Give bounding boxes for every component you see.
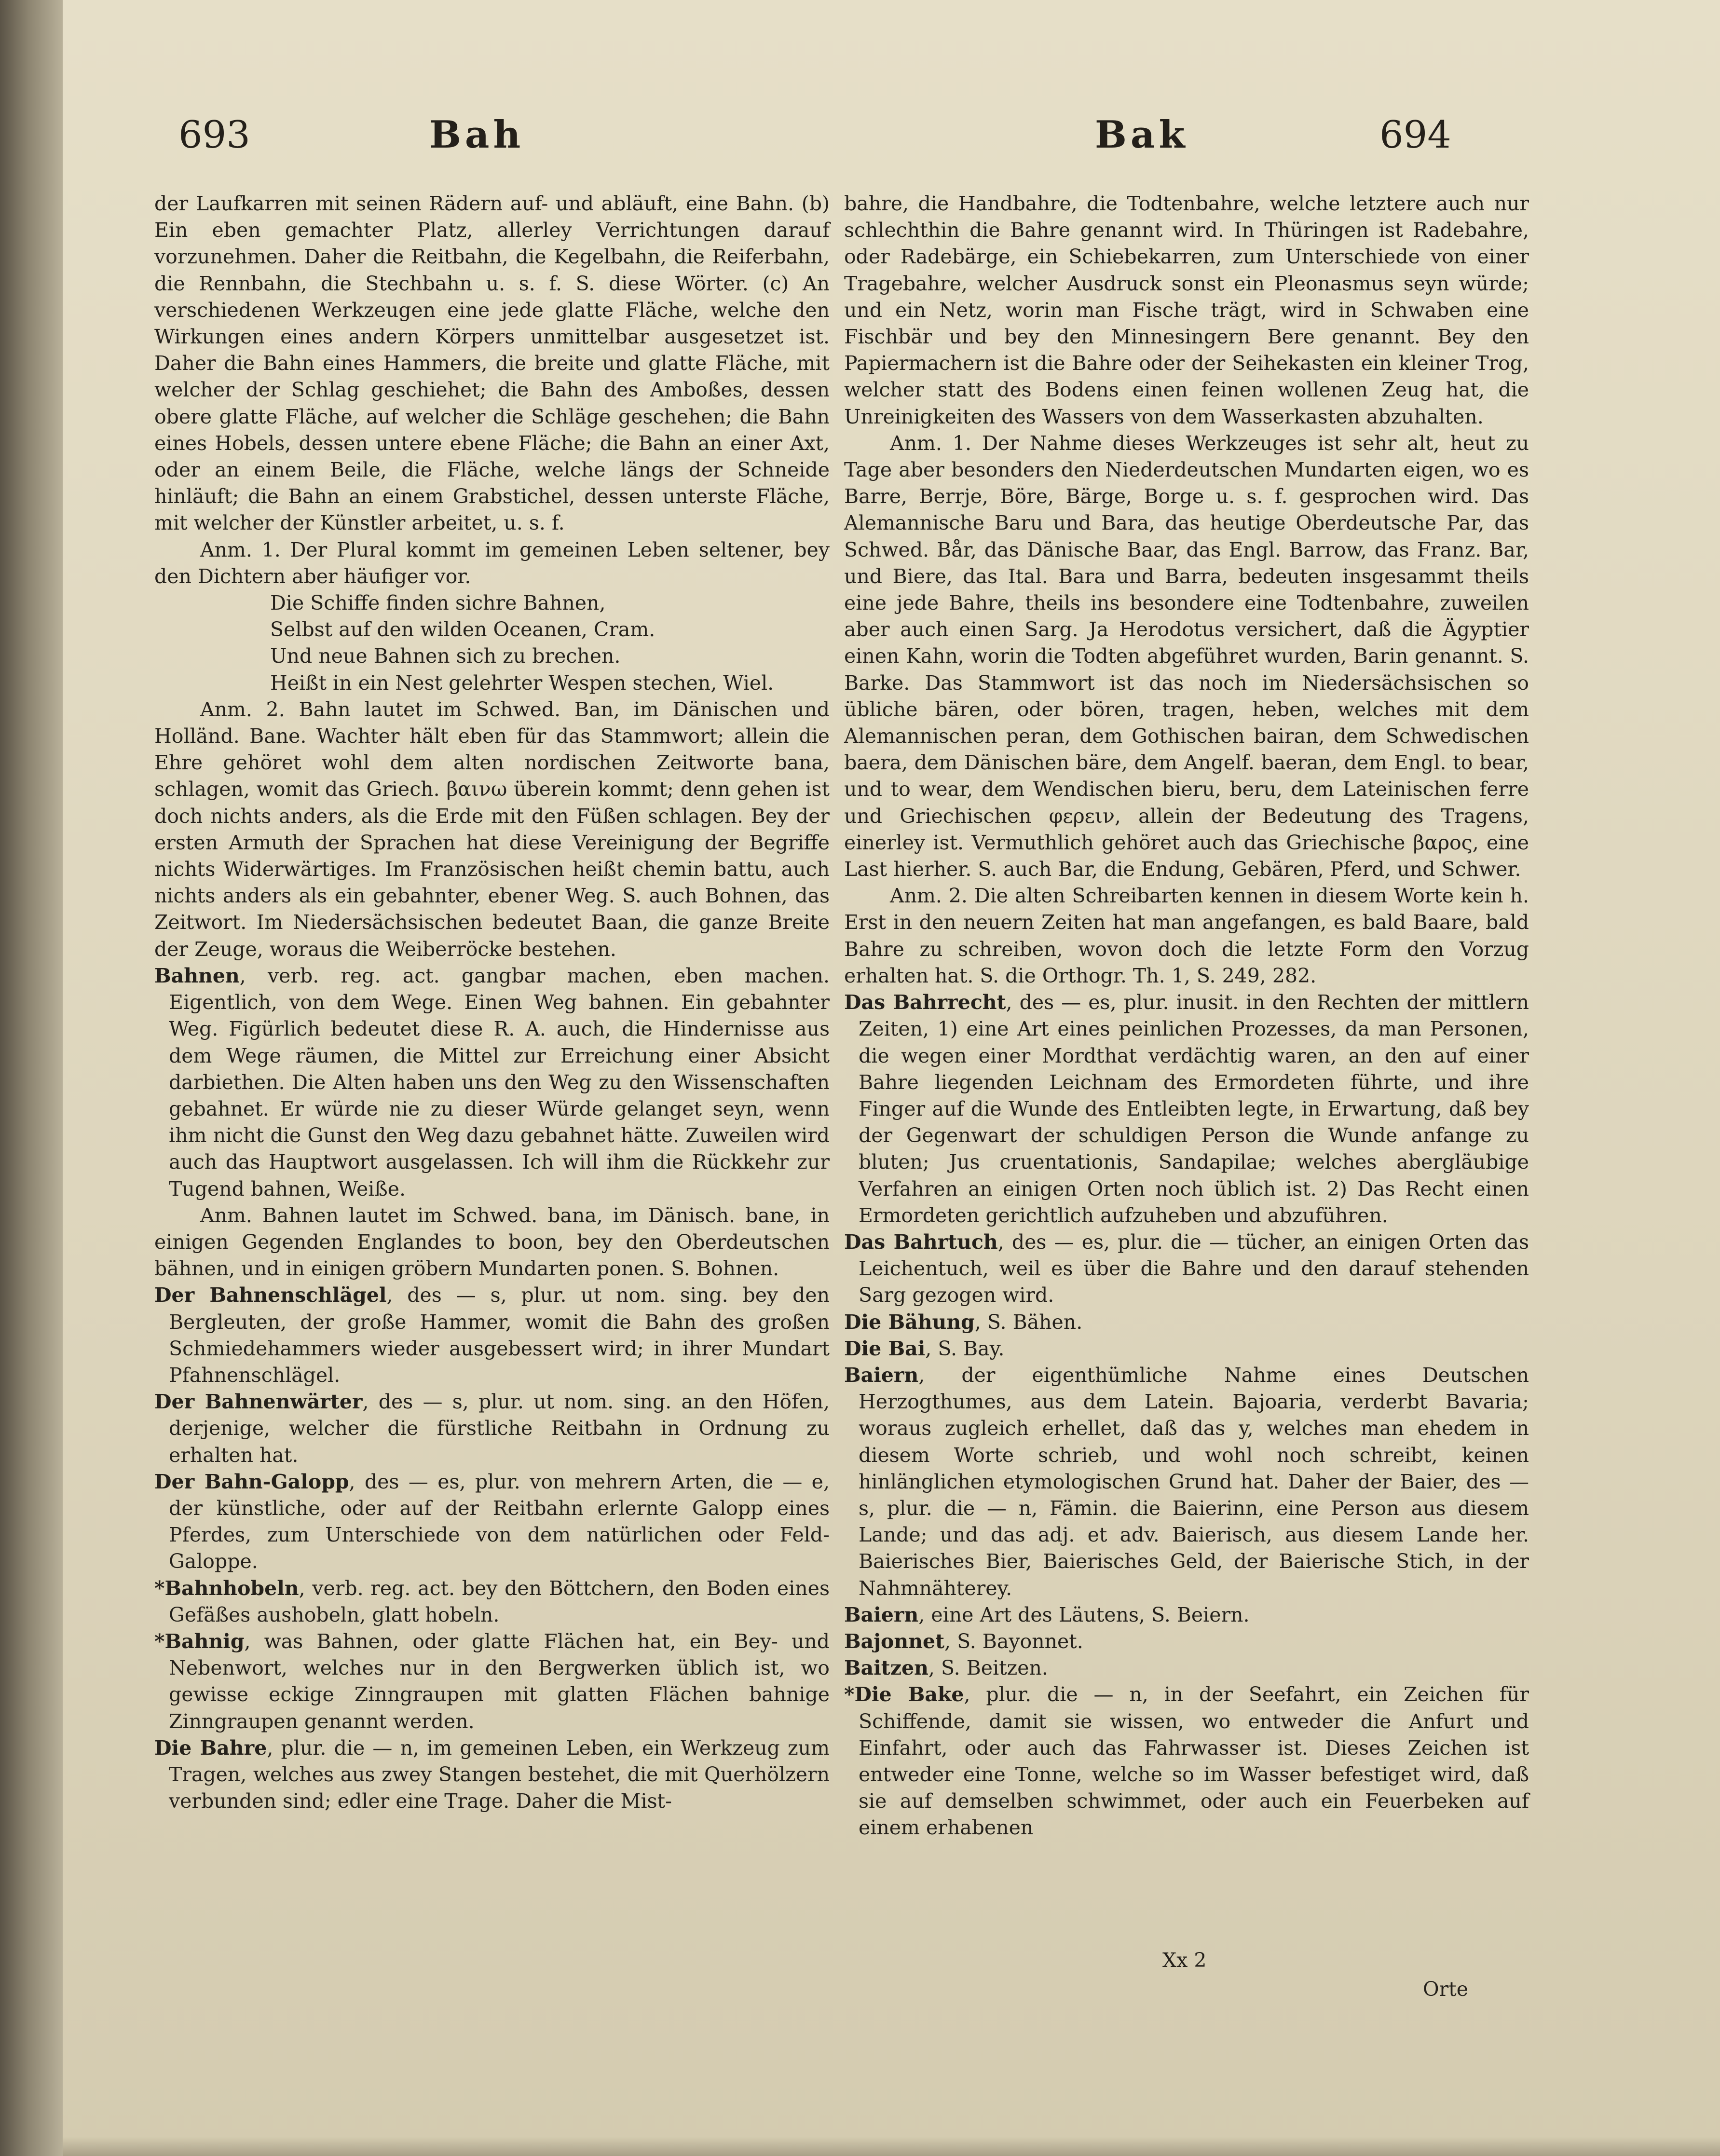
left-column [154, 191, 830, 1815]
entry-bake [844, 1681, 1529, 1841]
entry-baehung [844, 1309, 1529, 1336]
entry-text: , der eigenthümliche Nahme eines Deutschen Herzogthumes, aus dem Latein. Bajoaria, verderbt Bavaria; woraus zugleich erhellet, daß das y, welches man ehedem in diesem Worte schrieb, und wohl noch schreibt, keinen hinlänglichen etymologischen Grund hat. Daher der Baier, des — s, plur. die — n, Fämin. die Baierinn, eine Person aus diesem Lande; und das adj. et adv. Baierisch, aus diesem Lande her. Baierisches Bier, Baierisches Geld, der Baierische Stich, in der Nahmnähterey. [859, 1363, 1529, 1600]
bahre-definition-continued: bahre, die Handbahre, die Todtenbahre, welche letztere auch nur schlechthin die Bahre genannt wird. In Thüringen ist Radebahre, oder Radebärge, ein Schiebekarren, zum Unterschiede von einer Tragebahre, welcher Ausdruck sonst ein Pleonasmus seyn würde; und ein Netz, worin man Fische trägt, wird in Schwaben eine Fischbär und bey den Minnesingern Bere genannt. Bey den Papiermachern ist die Bahre oder der Seihekasten ein kleiner Trog, welcher statt des Bodens einen feinen wollenen Zeug hat, die Unreinigkeiten des Wassers von dem Wasserkasten abzuhalten. [844, 192, 1529, 428]
entry-bajonnet [844, 1628, 1529, 1655]
entry-bai [844, 1336, 1529, 1362]
entry-text: , des — es, plur. von mehrern Arten, die — e, der künstliche, oder auf der Reitbahn erlernte Galopp eines Pferdes, zum Unterschiede von dem natürlichen oder Feld-Galoppe. [169, 1470, 830, 1573]
headword: Bahnen [154, 964, 240, 987]
entry-text: , was Bahnen, oder glatte Flächen hat, ein Bey- und Nebenwort, welches nur in den Bergwerken üblich ist, wo gewisse eckige Zinngraupen mit glatten Flächen bahnige Zinngraupen genannt werden. [169, 1629, 830, 1733]
entry-text: , verb. reg. act. gangbar machen, eben machen. Eigentlich, von dem Wege. Einen Weg bahnen. Ein gebahnter Weg. Figürlich bedeutet diese R. A. auch, die Hindernisse aus dem Wege räumen, die Mittel zur Erreichung einer Absicht darbiethen. Die Alten haben uns den Weg zu den Wissenschaften gebahnet. Er würde nie zu dieser Würde gelanget seyn, wenn ihm nicht die Gunst den Weg dazu gebahnet hätte. Zuweilen wird auch das Hauptwort ausgelassen. Ich will ihm die Rückkehr zur Tugend bahnen, Weiße. [169, 964, 830, 1201]
page-bottom-shadow [63, 2137, 1720, 2156]
catchword: Orte [1423, 1978, 1468, 2001]
entry-text: , verb. reg. act. bey den Böttchern, den Boden eines Gefäßes aushobeln, glatt hobeln. [169, 1576, 830, 1626]
headword: *Bahnig [154, 1629, 245, 1653]
headword: Baiern [844, 1363, 919, 1387]
entry-text: , des — s, plur. ut nom. sing. bey den Bergleuten, der große Hammer, womit die Bahn des großen Schmiedehammers wieder ausgebessert wird; in ihrer Mundart Pfahnenschlägel. [169, 1283, 830, 1387]
right-running-head: Bak [1095, 113, 1189, 157]
entry-text: , S. Bayonnet. [944, 1629, 1083, 1653]
left-page-number: 693 [178, 113, 250, 157]
bahre-note-2: Anm. 2. Die alten Schreibarten kennen in diesem Worte kein h. Erst in den neuern Zeiten hat man angefangen, es bald Baare, bald Bahre zu schreiben, wovon doch die letzte Form den Vorzug erhalten hat. S. die Orthogr. Th. 1, S. 249, 282. [844, 884, 1529, 987]
headword: *Bahnhobeln [154, 1576, 299, 1600]
entry-text: , eine Art des Läutens, S. Beiern. [918, 1603, 1250, 1626]
right-column [844, 191, 1529, 1842]
verse-line: Und neue Bahnen sich zu brechen. [270, 644, 621, 668]
entry-text: , des — s, plur. ut nom. sing. an den Höfen, derjenige, welcher die fürstliche Reitbahn in Ordnung zu erhalten hat. [169, 1390, 830, 1467]
entry-bahnhobeln [154, 1575, 830, 1628]
headword: Der Bahnenschlägel [154, 1283, 387, 1307]
bahre-note-1: Anm. 1. Der Nahme dieses Werkzeuges ist sehr alt, heut zu Tage aber besonders den Niederdeutschen Mundarten eigen, wo es Barre, Berrje, Böre, Bärge, Borge u. s. f. gesprochen wird. Das Alemannische Baru und Bara, das heutige Oberdeutsche Par, das Schwed. Bår, das Dänische Baar, das Engl. Barrow, das Franz. Bar, und Biere, das Ital. Bara und Barra, bedeuten insgesammt theils eine jede Bahre, theils ins besondere eine Todtenbahre, zuweilen aber auch einen Sarg. Ja Herodotus versichert, daß die Ägyptier einen Kahn, worin die Todten abgeführet wurden, Barin genannt. S. Barke. Das Stammwort ist das noch im Niedersächsischen so übliche bären, oder bören, tragen, heben, welches mit dem Alemannischen peran, dem Gothischen bairan, dem Schwedischen baera, dem Dänischen bäre, dem Angelf. baeran, dem Engl. to bear, und to wear, dem Wendischen bieru, beru, dem Lateinischen ferre und Griechischen φερειν, allein der Bedeutung des Tragens, einerley ist. Vermuthlich gehöret auch das Griechische βαρος, eine Last hierher. S. auch Bar, die Endung, Gebären, Pferd, und Schwer. [844, 431, 1529, 881]
headword: Der Bahnenwärter [154, 1390, 363, 1414]
headword: Das Bahrtuch [844, 1230, 998, 1254]
entry-bahn-galopp [154, 1469, 830, 1575]
verse-line: Heißt in ein Nest gelehrter Wespen stechen, Wiel. [270, 671, 774, 695]
headword: Die Bahre [154, 1736, 267, 1760]
entry-text: , S. Beitzen. [928, 1656, 1048, 1680]
verse-line: Die Schiffe finden sichre Bahnen, [270, 591, 606, 615]
entry-bahrtuch [844, 1229, 1529, 1309]
headword: Baitzen [844, 1656, 928, 1680]
verse-line: Selbst auf den wilden Oceanen, Cram. [270, 618, 655, 641]
entry-bahre [154, 1735, 830, 1815]
entry-text: , des — es, plur. inusit. in den Rechten der mittlern Zeiten, 1) eine Art eines peinlichen Prozesses, da man Personen, die wegen einer Mordthat verdächtig waren, an den auf einer Bahre liegenden Leichnam des Ermordeten führte, und ihre Finger auf die Wunde des Entleibten legte, in Erwartung, daß bey der Gegenwart der schuldigen Person die Wunde anfange zu bluten; Jus cruentationis, Sandapilae; welches abergläubige Verfahren an einigen Orten noch üblich ist. 2) Das Recht einen Ermordeten gerichtlich aufzuheben und abzuführen. [859, 991, 1529, 1227]
entry-text: , plur. die — n, in der Seefahrt, ein Zeichen für Schiffende, damit sie wissen, wo entweder die Anfurt und Einfahrt, oder auch das Fahrwasser ist. Dieses Zeichen ist entweder eine Tonne, welche so im Wasser befestiget wird, daß sie auf demselben schwimmet, oder auch ein Feuerbeken auf einem erhabenen [859, 1683, 1529, 1840]
entry-baiern [844, 1362, 1529, 1602]
headword: Bajonnet [844, 1629, 945, 1653]
entry-baiern-laeuten [844, 1602, 1529, 1628]
book-gutter [0, 0, 63, 2156]
entry-text: , plur. die — n, im gemeinen Leben, ein Werkzeug zum Tragen, welches aus zwey Stangen bestehet, die mit Querhölzern verbunden sind; edler eine Trage. Daher die Mist- [169, 1736, 830, 1813]
entry-baitzen [844, 1655, 1529, 1681]
signature-mark: Xx 2 [1162, 1949, 1207, 1972]
entry-bahnenwaerter [154, 1389, 830, 1469]
headword: *Die Bake [844, 1683, 964, 1706]
right-page-number: 694 [1379, 113, 1451, 157]
headword: Die Bähung [844, 1310, 975, 1334]
bahnen-note: Anm. Bahnen lautet im Schwed. bana, im Dänisch. bane, in einigen Gegenden Englandes to boon, bey den Oberdeutschen bähnen, und in einigen gröbern Mundarten ponen. S. Bohnen. [154, 1203, 830, 1281]
bahn-note-2: Anm. 2. Bahn lautet im Schwed. Ban, im Dänischen und Holländ. Bane. Wachter hält eben für das Stammwort; allein die Ehre gehöret wohl dem alten nordischen Zeitworte bana, schlagen, womit das Griech. βαινω überein kommt; denn gehen ist doch nichts anders, als die Erde mit den Füßen schlagen. Bey der ersten Armuth der Sprachen hat diese Vereinigung der Begriffe nichts Widerwärtiges. Im Französischen heißt chemin battu, auch nichts anders als ein gebahnter, ebener Weg. S. auch Bohnen, das Zeitwort. Im Niedersächsischen bedeutet Baan, die ganze Breite der Zeuge, woraus die Weiberröcke bestehen. [154, 697, 830, 961]
entry-text: , des — es, plur. die — tücher, an einigen Orten das Leichentuch, weil es über die Bahre und den darauf stehenden Sarg gezogen wird. [859, 1230, 1529, 1307]
bahn-definition-continued: der Laufkarren mit seinen Rädern auf- und abläuft, eine Bahn. (b) Ein eben gemachter Platz, allerley Verrichtungen darauf vorzunehmen. Daher die Reitbahn, die Kegelbahn, die Reiferbahn, die Rennbahn, die Stechbahn u. s. f. S. diese Wörter. (c) An verschiedenen Werkzeugen eine jede glatte Fläche, welche den Wirkungen eines andern Körpers unmittelbar ausgesetzet ist. Daher die Bahn eines Hammers, die breite und glatte Fläche, mit welcher der Schlag geschiehet; die Bahn des Amboßes, dessen obere glatte Fläche, auf welcher die Schläge geschehen; die Bahn eines Hobels, dessen untere ebene Fläche; die Bahn an einer Axt, oder an einem Beile, die Fläche, welche längs der Schneide hinläuft; die Bahn an einem Grabstichel, dessen unterste Fläche, mit welcher der Künstler arbeitet, u. s. f. [154, 192, 830, 535]
entry-bahrrecht [844, 989, 1529, 1229]
headword: Der Bahn-Galopp [154, 1470, 349, 1493]
headword: Das Bahrrecht [844, 991, 1006, 1014]
headword: Baiern [844, 1603, 919, 1626]
entry-text: , S. Bay. [925, 1337, 1005, 1360]
entry-text: , S. Bähen. [974, 1310, 1083, 1334]
left-running-head: Bah [429, 113, 525, 157]
entry-bahnen [154, 963, 830, 1202]
bahn-note-1: Anm. 1. Der Plural kommt im gemeinen Leben seltener, bey den Dichtern aber häufiger vor. [154, 538, 830, 588]
headword: Die Bai [844, 1337, 926, 1360]
entry-bahnig [154, 1628, 830, 1735]
entry-bahnenschlaegel [154, 1282, 830, 1389]
